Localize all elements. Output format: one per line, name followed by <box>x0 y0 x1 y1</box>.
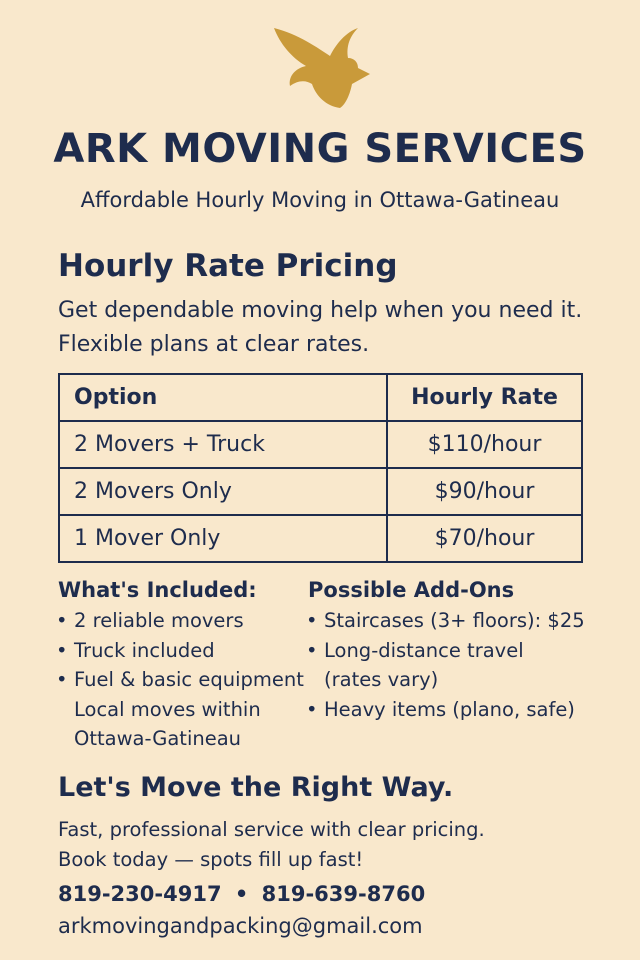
phone-1[interactable]: 819-230-4917 <box>58 882 222 906</box>
list-item: • Heavy items (plano, safe) <box>308 695 608 725</box>
bullet-icon: • <box>56 638 68 662</box>
included-heading: What's Included: <box>58 578 257 602</box>
intro-line: Flexible plans at clear rates. <box>58 332 370 357</box>
included-list <box>58 606 308 754</box>
phone-2[interactable]: 819-639-8760 <box>261 882 426 906</box>
closing-line: Book today — spots fill up fast! <box>58 848 364 871</box>
bullet-icon: • <box>306 638 318 662</box>
column-header-option: Option <box>59 374 387 421</box>
rate-cell: $70/hour <box>387 515 582 562</box>
table-row <box>59 421 582 468</box>
list-item-continuation: (rates vary) <box>324 668 439 691</box>
addons-list <box>308 606 608 724</box>
company-subtitle: Affordable Hourly Moving in Ottawa-Gatineau <box>80 188 560 212</box>
pricing-intro <box>58 294 618 362</box>
bullet-icon: • <box>56 668 68 691</box>
table-row <box>59 468 582 515</box>
pricing-heading: Hourly Rate Pricing <box>58 248 398 284</box>
list-item: • Long-distance travel <box>308 636 608 666</box>
option-cell: 2 Movers + Truck <box>59 421 387 468</box>
option-cell: 2 Movers Only <box>59 468 387 515</box>
list-item: • Staircases (3+ floors): $25 <box>308 606 608 636</box>
company-title: ARK MOVING SERVICES <box>53 126 587 172</box>
rate-cell: $110/hour <box>387 421 582 468</box>
dove-icon <box>266 24 374 114</box>
column-header-rate: Hourly Rate <box>387 374 582 421</box>
bullet-icon: • <box>306 609 318 632</box>
phone-numbers <box>58 882 425 906</box>
closing-line: Fast, professional service with clear pricing. <box>58 818 485 841</box>
list-item: • 2 reliable movers <box>58 606 308 636</box>
addons-heading: Possible Add-Ons <box>308 578 515 602</box>
closing-text <box>58 815 485 875</box>
email-link[interactable]: arkmovingandpacking@gmail.com <box>58 914 423 938</box>
list-item: • Truck included <box>58 636 308 666</box>
bullet-icon: • <box>306 697 318 721</box>
bullet-icon: • <box>56 609 68 632</box>
list-item-continuation: Ottawa-Gatineau <box>74 727 242 750</box>
pricing-table <box>58 373 583 563</box>
option-cell: 1 Mover Only <box>59 515 387 562</box>
list-item: • Fuel & basic equipment <box>58 665 308 695</box>
addons-section <box>308 578 608 724</box>
closing-heading: Let's Move the Right Way. <box>58 772 454 803</box>
table-row <box>59 515 582 562</box>
table-header-row <box>59 374 582 421</box>
intro-line: Get dependable moving help when you need it. <box>58 298 583 323</box>
list-item-continuation: Local moves within <box>74 697 261 721</box>
rate-cell: $90/hour <box>387 468 582 515</box>
included-section <box>58 578 308 754</box>
phone-separator: • <box>234 882 249 906</box>
